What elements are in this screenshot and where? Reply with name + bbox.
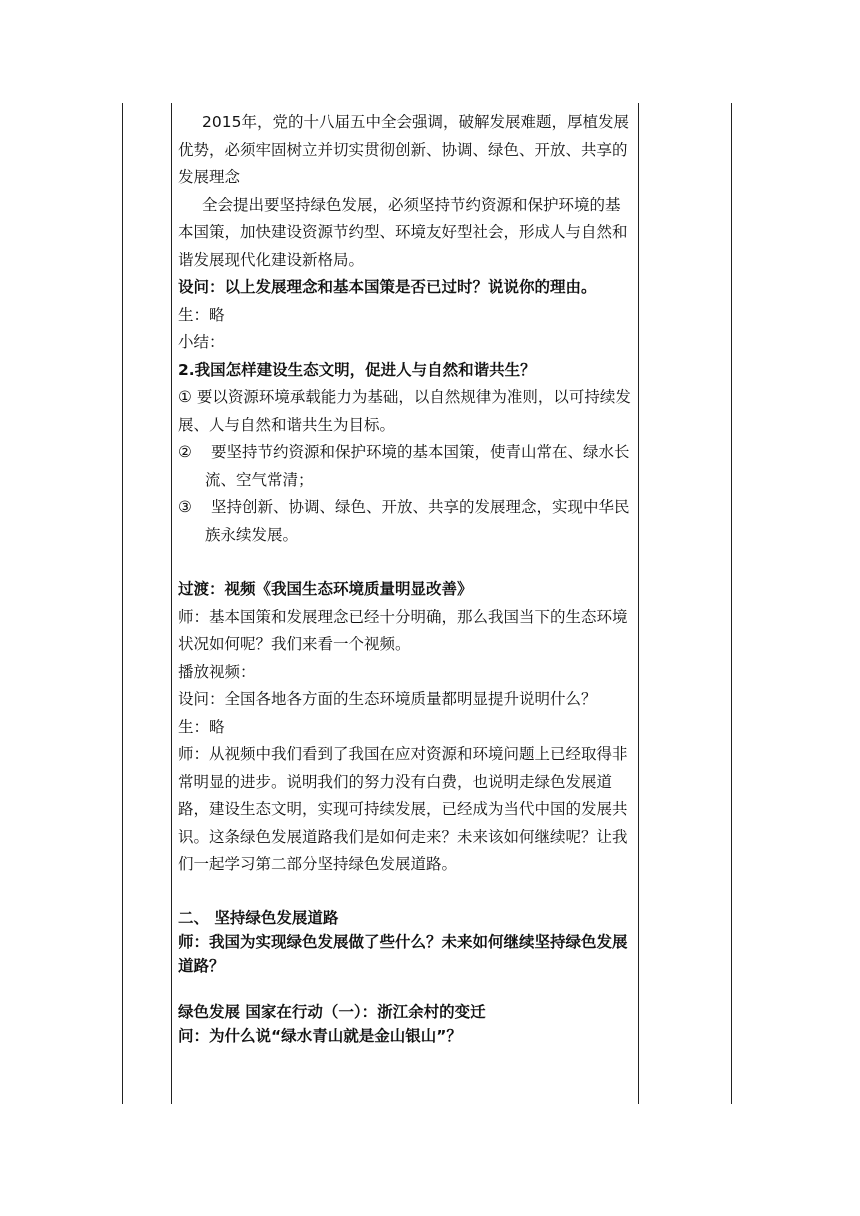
list-marker-2: ②	[178, 443, 192, 461]
transition-line: 过渡：视频《我国生态环境质量明显改善》	[178, 580, 473, 598]
teacher-line-3: 师：我国为实现绿色发展做了些什么？未来如何继续坚持绿色发展道路？	[178, 932, 628, 975]
summary-label: 小结：	[178, 333, 225, 351]
list-marker-1: ①	[178, 388, 192, 406]
list-item-3	[178, 494, 634, 549]
question-3: 问：为什么说“绿水青山就是金山银山”？	[178, 1026, 462, 1045]
teacher-line-2: 师：从视频中我们看到了我国在应对资源和环境问题上已经取得非常明显的进步。说明我们的努力没有白费，也说明走绿色发展道路，建设生态文明，实现可持续发展，已经成为当代中国的发展共识。这条绿色发展道路我们是如何走来？未来该如何继续呢？让我们一起学习第二部分坚持绿色发展道路。	[178, 745, 628, 873]
table-border-right	[731, 103, 732, 1104]
table-border-left	[122, 103, 123, 1104]
paragraph-2015: 2015年，党的十八届五中全会强调，破解发展难题，厚植发展优势，必须牢固树立并切实贯彻创新、协调、绿色、开放、共享的发展理念	[178, 113, 629, 186]
student-answer-2: 生：略	[178, 717, 225, 736]
table-border-col2	[638, 103, 639, 1104]
list-item-2	[178, 439, 634, 494]
blank-line	[178, 879, 634, 906]
play-video-line: 播放视频：	[178, 662, 256, 681]
teacher-line-1: 师：基本国策和发展理念已经十分明确，那么我国当下的生态环境状况如何呢？我们来看一个视频。	[178, 607, 628, 653]
question-2: 设问：全国各地各方面的生态环境质量都明显提升说明什么？	[178, 690, 597, 708]
question-1: 设问：以上发展理念和基本国策是否已过时？说说你的理由。	[178, 278, 597, 296]
student-answer-1: 生：略	[178, 305, 225, 324]
blank-line	[178, 978, 634, 1000]
paragraph-plenary: 全会提出要坚持绿色发展，必须坚持节约资源和保护环境的基本国策，加快建设资源节约型、环境友好型社会，形成人与自然和谐发展现代化建设新格局。	[178, 195, 628, 269]
action-heading-1: 绿色发展 国家在行动（一）：浙江余村的变迁	[178, 1002, 486, 1021]
list-text-3: 坚持创新、协调、绿色、开放、共享的发展理念，实现中华民族永续发展。	[205, 498, 630, 544]
table-border-col1	[171, 103, 172, 1104]
heading-2: 2.我国怎样建设生态文明，促进人与自然和谐共生？	[178, 360, 536, 379]
list-marker-3: ③	[178, 498, 192, 516]
section-heading-2: 二、 坚持绿色发展道路	[178, 908, 339, 927]
list-item-1	[178, 384, 634, 439]
list-text-1: 要以资源环境承载能力为基础，以自然规律为准则，以可持续发展、人与自然和谐共生为目标。	[178, 388, 631, 434]
list-text-2: 要坚持节约资源和保护环境的基本国策，使青山常在、绿水长流、空气常清；	[205, 443, 630, 489]
blank-line	[178, 549, 634, 576]
lesson-content	[178, 109, 634, 1048]
